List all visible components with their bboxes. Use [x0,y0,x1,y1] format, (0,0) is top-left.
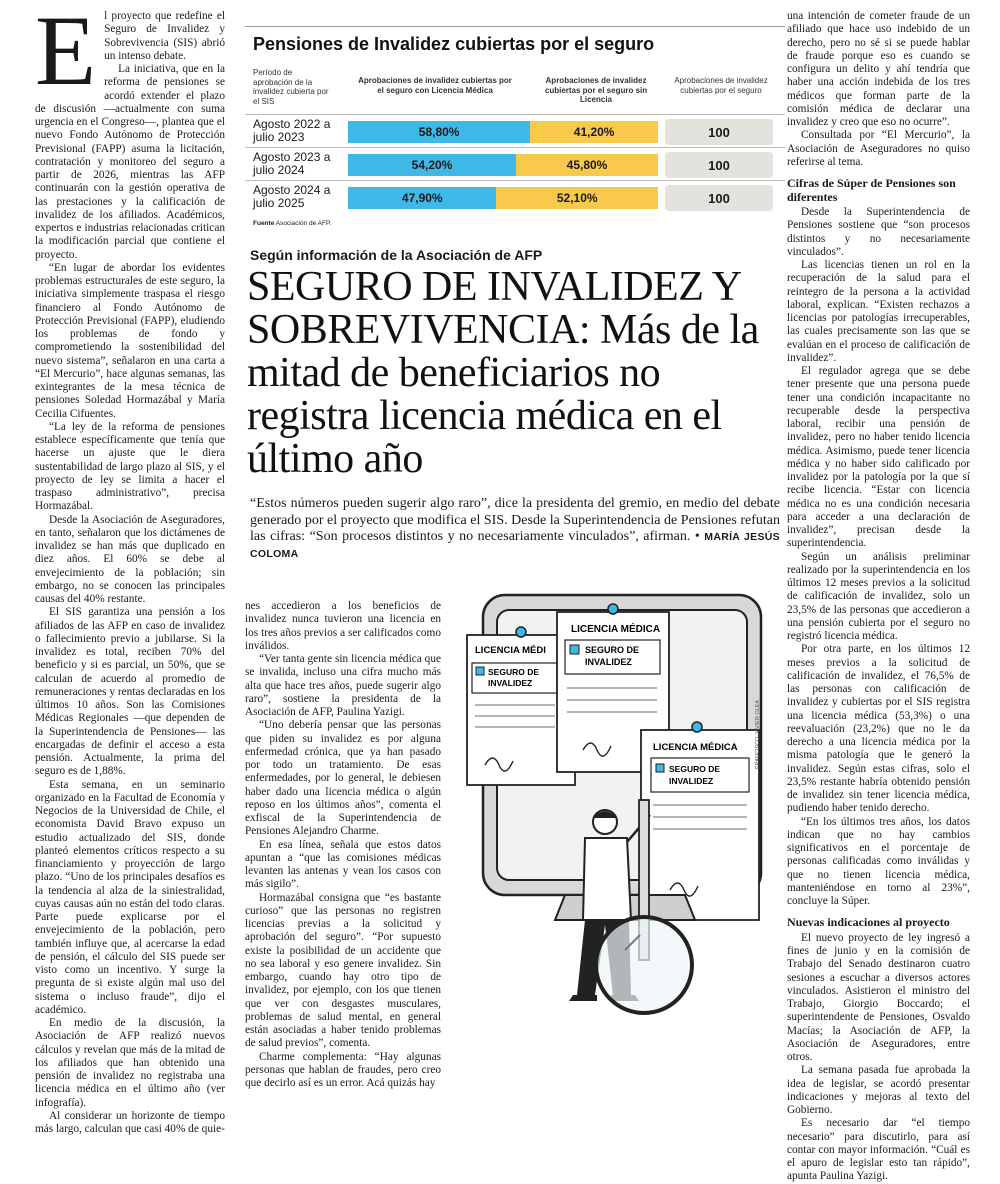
paragraph: El regulador agrega que se debe tener presente que una persona puede tener una condición incapacitante no recuperable desde la perspectiva laboral, recibir una pensión de invalidez, pero no haber tenido licencia médica. Asimismo, puede tener licencia médica y no haber sido calificado por invalidez por la patología por la que sí recibe licencia. “Estar con licencia médica no es una condición necesaria para acceder a una declaración de invalidez”, precisan desde la superintendencia. [787,365,970,550]
paragraph: “En lugar de abordar los evidentes problemas estructurales de este seguro, la iniciativa simplemente traspasa el riesgo financiero al Fondo Autónomo de Protección Previsional (FAPP), eludiendo los problemas de fondo y comprometiendo la sostenibilidad del nuevo sistema”, señalaron en una carta a “El Mercurio”, hace algunas semanas, las exintegrantes de la mesa técnica de pensiones Soledad Hormazábal y María Cecilia Cifuentes. [35,261,225,420]
infographic-title: Pensiones de Invalidez cubiertas por el seguro [253,34,655,54]
infographic [245,26,785,231]
svg-text:INVALIDEZ: INVALIDEZ [669,776,714,786]
illustration-credit: FRANCISCO JAVIER OLEA [755,700,761,769]
svg-text:SEGURO DE: SEGURO DE [585,645,640,655]
paragraph: Hormazábal consigna que “es bastante curioso” que las personas no registren licencias previas a la solicitud y aprobación del seguro”. “Por supuesto existe la posibilidad de un accidente que no sea laboral y eso genere invalidez. Sin embargo, cuando hay otro tipo de invalidez, por ejemplo, con los que tienen que ver con desgastes musculares, problemas de salud mental, en general están asociadas a haber tenido problemas de salud previos”, comenta. [245,891,441,1050]
paragraph: l proyecto que redefine el Seguro de Invalidez y Sobrevivencia (SIS) abrió un intenso debate. [104,10,225,62]
paragraph: Consultada por “El Mercurio”, la Asociación de Aseguradores no quiso referirse al tema. [787,129,970,168]
paragraph: una intención de cometer fraude de un afiliado que hace uso indebido de un derecho, pero no sé si se puede hablar de fraude porque eso es cuando se configura un delito y ahí tendría que haber una acción indebida de los tres médicos que forman parte de la comisión médica de declarar una invalidez y creo que eso no ocurre”. [787,10,970,128]
paragraph: En esa línea, señala que estos datos apuntan a “que las comisiones médicas levanten las antenas y vean los casos con más sigilo”. [245,838,441,891]
paragraph: “La ley de la reforma de pensiones establece específicamente que tenía que hacerse un ajuste que le diera sustentabilidad de largo plazo al SIS, y el proyecto de ley se limita a hacer el traspaso administrativo”, precisa Hormazábal. [35,420,225,513]
infographic-row [245,180,785,212]
row-total: 100 [665,185,773,211]
doc-left-box: SEGURO DE [488,667,540,677]
paragraph: La semana pasada fue aprobada la idea de legislar, se acordó presentar indicaciones y mejoras al texto del Gobierno. [787,1064,970,1116]
paragraph: Al considerar un horizonte de tiempo más largo, calculan que casi 40% de quie- [35,1109,225,1135]
bar-sin-licencia: 41,20% [530,121,658,143]
svg-text:INVALIDEZ: INVALIDEZ [488,678,533,688]
row-period: Agosto 2024 a julio 2025 [253,183,331,210]
column-4-part-b [787,206,970,908]
document-right [641,722,759,920]
row-total: 100 [665,119,773,145]
article-column-4 [787,10,970,1184]
drop-cap: E [35,0,97,106]
column-4-part-c [787,932,970,1184]
row-period: Agosto 2022 a julio 2023 [253,117,331,144]
bar-con-licencia: 47,90% [348,187,496,209]
paragraph: Según un análisis preliminar realizado por la superintendencia en los últimos 12 meses previos a la solicitud de calificación de invalidez, solo un 23,5% de las personas que accedieron a una pensión cubierta por el seguro no registró licencia médica. [787,550,970,642]
paragraph: “Ver tanta gente sin licencia médica que se invalida, incluso una cifra mucho más alta que hace tres años, puede sugerir algo raro”, sostiene la presidenta de la Asociación de AFP, Paulina Yazigi. [245,653,441,718]
bar-con-licencia: 54,20% [348,154,516,176]
paragraph: Es necesario dar “el tiempo necesario” para discutirlo, para así contar con mayor información. “Cuál es el apuro de legislar esto tan rápido”, apunta Paulina Yazigi. [787,1117,970,1183]
infographic-top-rule [245,26,785,27]
illustration-magnifier-man [445,590,775,1010]
source-label: Fuente [253,220,275,227]
doc-right-header: LICENCIA MÉDICA [653,742,738,753]
article-headline: SEGURO DE INVALIDEZ Y SOBREVIVENCIA: Más de la mitad de beneficiarios no registra licencia médica en el último año [247,264,759,482]
paragraph: El SIS garantiza una pensión a los afiliados de las AFP en caso de invalidez o fallecimiento previo a jubilarse. Si la invalidez es total, reciben 70% del beneficio y si es parcial, un 50%, que se calculan de acuerdo al promedio de remuneraciones y rentas declaradas en los últimos 10 años. Son las Comisiones Médicas Regionales —que dependen de la Superintendencia de Pensiones— las encargadas de definir el acceso a esta pensión. Actualmente, la prima del seguro es de 1,88%. [35,606,225,778]
article-kicker: Según información de la Asociación de AFP [250,247,543,263]
paragraph: Charme complementa: “Hay algunas personas que hablan de fraudes, pero creo que decirlo así es un error. Acá quizás hay [245,1050,441,1089]
paragraph: Las licencias tienen un rol en la recuperación de la salud para el reintegro de la persona a la actividad laboral, explican. “Existen rechazos a licencias por patologías irrecuperables, las cuales precisamente son las que se evalúan en el proceso de calificación de invalidez”. [787,259,970,364]
infographic-row [245,147,785,179]
header-sin-licencia: Aprobaciones de invalidez cubiertas por el seguro sin Licencia [544,76,648,104]
subhead-superintendencia: Cifras de Súper de Pensiones son diferentes [787,176,956,204]
header-periodo: Período de aprobación de la invalidez cubierta por el SIS [253,68,329,106]
paragraph: Desde la Asociación de Aseguradores, en tanto, señalaron que los dictámenes de invalidez se han más que duplicado en diez años. El 60% se debe al envejecimiento de la población; sin embargo, no se conocen las principales causas del 40% restante. [35,513,225,605]
paragraph: La iniciativa, que en la reforma de pensiones se acordó extender el plazo de discusión —actualmente con suma urgencia en el Congreso—, plantea que el nuevo Fondo Autónomo de Protección Previsional (FAPP) asuma la licitación, contratación y monitoreo del seguro a partir de 2026, mientras las AFP continuarán con la gestión operativa de las prestaciones y la calificación de invalidez de los afiliados. Académicos, expertos e industrias relacionadas critican la modificación parcial que contiene el proyecto. [35,63,225,261]
subhead-indicaciones: Nuevas indicaciones al proyecto [787,915,950,930]
column-4-part-a [787,10,970,169]
header-total: Aprobaciones de invalidez cubiertas por el seguro [674,76,768,95]
infographic-source [253,220,331,227]
paragraph: “En los últimos tres años, los datos indican que no hay cambios significativos en el porcentaje de personas calificadas como inválidas y que no tienen licencia médica, manteniéndose en torno al 23%”, concluye la Súper. [787,815,970,907]
doc-left-header: LICENCIA MÉDI [475,645,546,656]
bar-sin-licencia: 52,10% [496,187,658,209]
source-text: Asociación de AFP. [275,220,332,227]
article-column-1 [35,0,225,1136]
doc-center-header: LICENCIA MÉDICA [571,624,661,635]
header-con-licencia: Aprobaciones de invalidez cubiertas por el seguro con Licencia Médica [358,76,512,95]
byline: MARÍA JESÚS COLOMA [250,531,780,560]
paragraph: nes accedieron a los beneficios de invalidez nunca tuvieron una licencia en los tres años previos a ser calificados como inválidos. [245,600,441,652]
bar-con-licencia: 58,80% [348,121,530,143]
row-total: 100 [665,152,773,178]
svg-text:SEGURO DE: SEGURO DE [669,764,721,774]
lead-text: “Estos números pueden sugerir algo raro”, dice la presidenta del gremio, en medio del debate generado por el proyecto que modifica el SIS. Desde la Superintendencia de Pensiones refutan las cifras: “Son procesos distintos y no necesariamente vinculados”, afirman. • [250,496,780,544]
article-column-2 [245,600,441,1090]
article-lead [250,496,780,562]
paragraph: En medio de la discusión, la Asociación de AFP realizó nuevos cálculos y revelan que más de la mitad de los afiliados que han obtenido una pensión de invalidez no registraba una licencia médica en el último año (ver infografía). [35,1017,225,1109]
paragraph: “Uno debería pensar que las personas que piden su invalidez es por alguna enfermedad crónica, que ya han pasado por todo un tratamiento. De esas enfermedades, por lo general, le debiesen haber dado una licencia médica o algún reposo en los últimos años”, comenta el exfiscal de la Superintendencia de Pensiones Alejandro Charme. [245,719,441,838]
row-period: Agosto 2023 a julio 2024 [253,150,331,177]
paragraph: El nuevo proyecto de ley ingresó a fines de junio y en la comisión de Trabajo del Senado destinaron cuatro sesiones a escuchar a diversos actores vinculados. Asistieron el ministro del Trabajo, Giorgio Boccardo; el superintendente de Pensiones, Osvaldo Macías; la Asociación de AFP, la Asociación de Aseguradores, entre otros. [787,931,970,1063]
paragraph: Desde la Superintendencia de Pensiones sostiene que “son procesos distintos y no necesariamente vinculados”. [787,206,970,258]
paragraph: Esta semana, en un seminario organizado en la Facultad de Economía y Negocios de la Universidad de Chile, el economista David Bravo expuso un estudio actualizado del SIS, donde planteó elementos críticos respecto a su financiamiento y proyección de largo plazo. “Uno de los principales desafíos es la tendencia al alza de la siniestralidad, cuyas causas aún no están del todo claras. Parte puede explicarse por el envejecimiento de la población, pero también influye que, al acercarse la edad de pensión, el cálculo del SIS puede ser visto como un incentivo. Y surge la pregunta de si existe algún mal uso del sistema o incluso fraude”, dijo el académico. [35,778,225,1016]
paragraph: Por otra parte, en los últimos 12 meses previos a la solicitud de calificación de invalidez, el 76,5% de las personas con calificación de invalidez y cubiertas por el SIS registra una licencia médica (53,3%) o una reevaluación (23,2%) que no le da derecho a una licencia médica por la misma patología que le generó la invalidez. Según estas cifras, solo el 23,5% restante habría obtenido pensión de invalidez sin tener licencia médica, pudiendo haber tenido derecho. [787,643,970,815]
infographic-row [245,114,785,146]
svg-text:INVALIDEZ: INVALIDEZ [585,657,632,667]
bar-sin-licencia: 45,80% [516,154,658,176]
